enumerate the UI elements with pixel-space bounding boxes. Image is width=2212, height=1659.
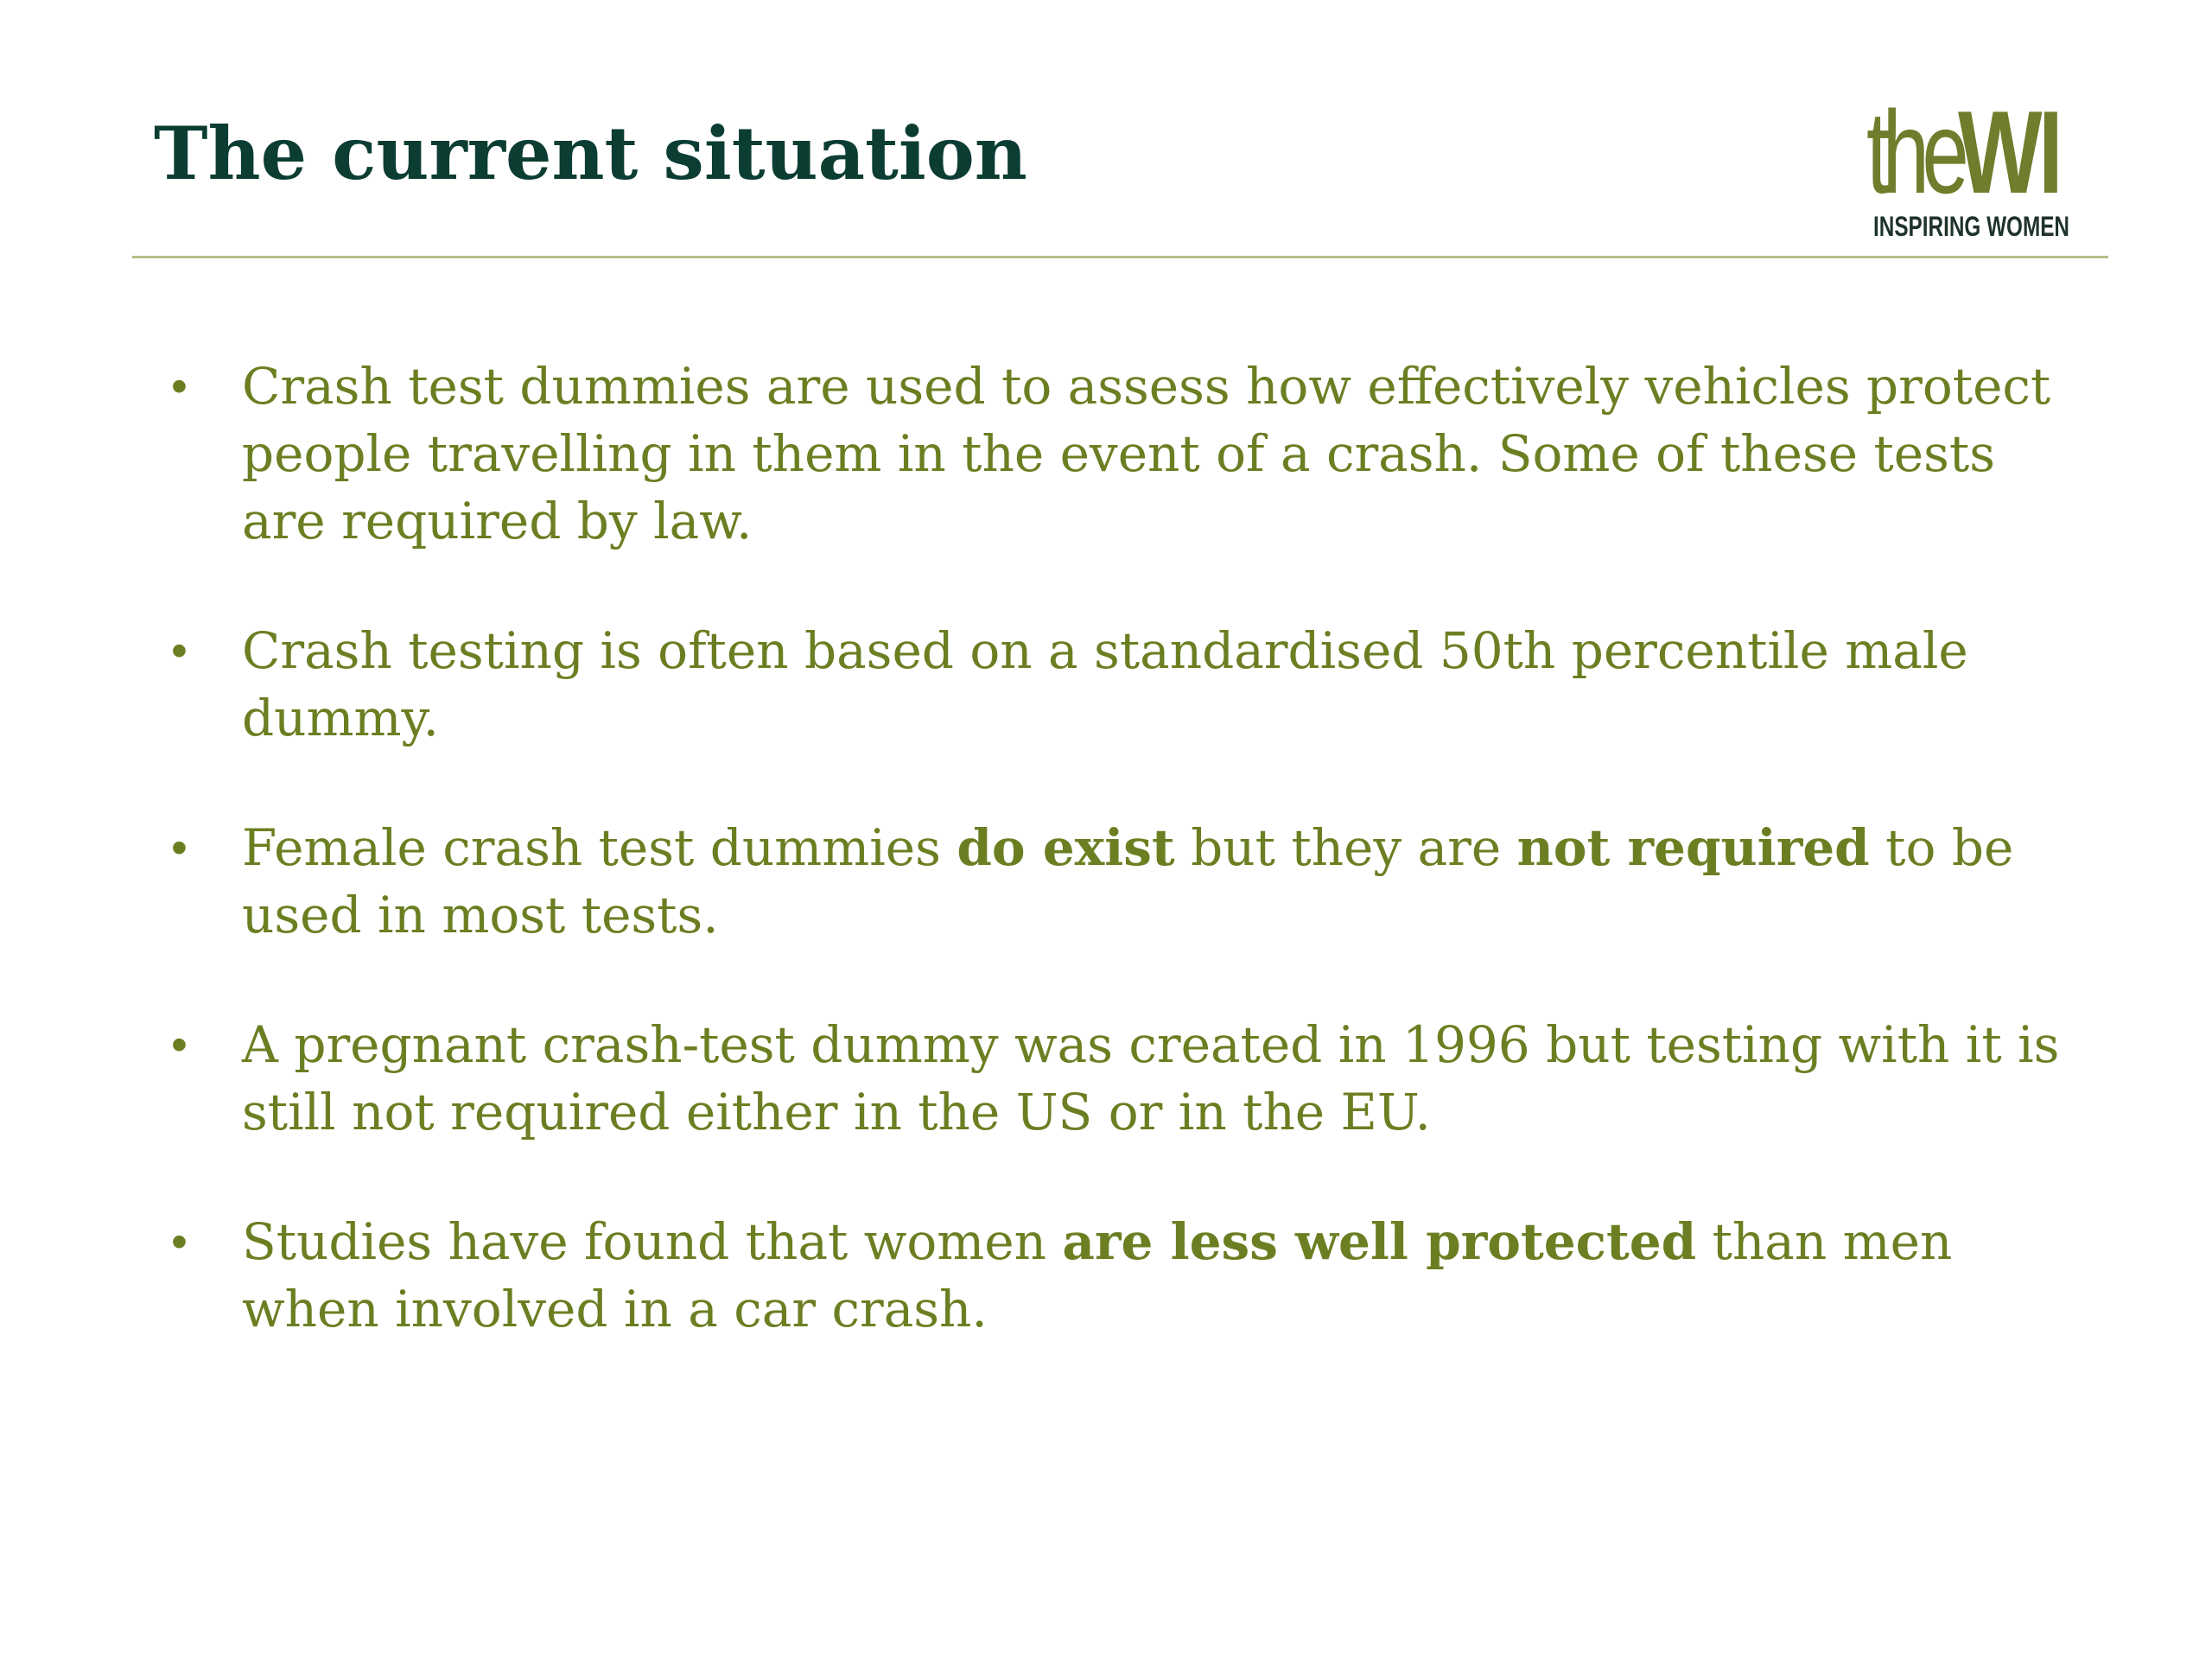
- title-divider: [132, 256, 2108, 258]
- bullet-dot-icon: •: [171, 625, 188, 677]
- bullet-dot-icon: •: [171, 1216, 188, 1268]
- wi-logo: [1866, 86, 2074, 245]
- bullet-dot-icon: •: [171, 822, 188, 874]
- bullet-item: [162, 353, 2063, 555]
- bullet-dot-icon: •: [171, 360, 188, 412]
- bullet-item: [162, 814, 2063, 949]
- bullet-text: but they are: [1174, 818, 1517, 877]
- bullet-text: Female crash test dummies: [242, 818, 957, 877]
- bullet-item: [162, 1208, 2063, 1343]
- bullet-text: Studies have found that women: [242, 1212, 1063, 1271]
- bullet-dot-icon: •: [171, 1019, 188, 1071]
- bullet-item: [162, 1011, 2063, 1146]
- bullet-text: Crash testing is often based on a standardised 50th percentile male dummy.: [242, 621, 1968, 747]
- logo-the-text: the: [1866, 86, 1962, 218]
- logo-tagline: INSPIRING WOMEN: [1873, 211, 2069, 242]
- bullet-emphasis: not required: [1516, 818, 1870, 877]
- bullet-item: [162, 617, 2063, 752]
- bullet-list: [162, 353, 2063, 1405]
- bullet-text: than men when involved in a car crash.: [242, 1212, 1953, 1338]
- slide-title: The current situation: [154, 111, 1027, 196]
- bullet-emphasis: are less well protected: [1062, 1212, 1697, 1271]
- bullet-emphasis: do exist: [957, 818, 1175, 877]
- bullet-text: to be used in most tests.: [242, 818, 2014, 944]
- bullet-text: Crash test dummies are used to assess how effectively vehicles protect people travelling in them in the event of a crash. Some of these tests are required by law.: [242, 357, 2051, 550]
- logo-wi-text: WI: [1958, 86, 2060, 218]
- bullet-text: A pregnant crash-test dummy was created in 1996 but testing with it is still not required either in the US or in the EU.: [242, 1015, 2060, 1141]
